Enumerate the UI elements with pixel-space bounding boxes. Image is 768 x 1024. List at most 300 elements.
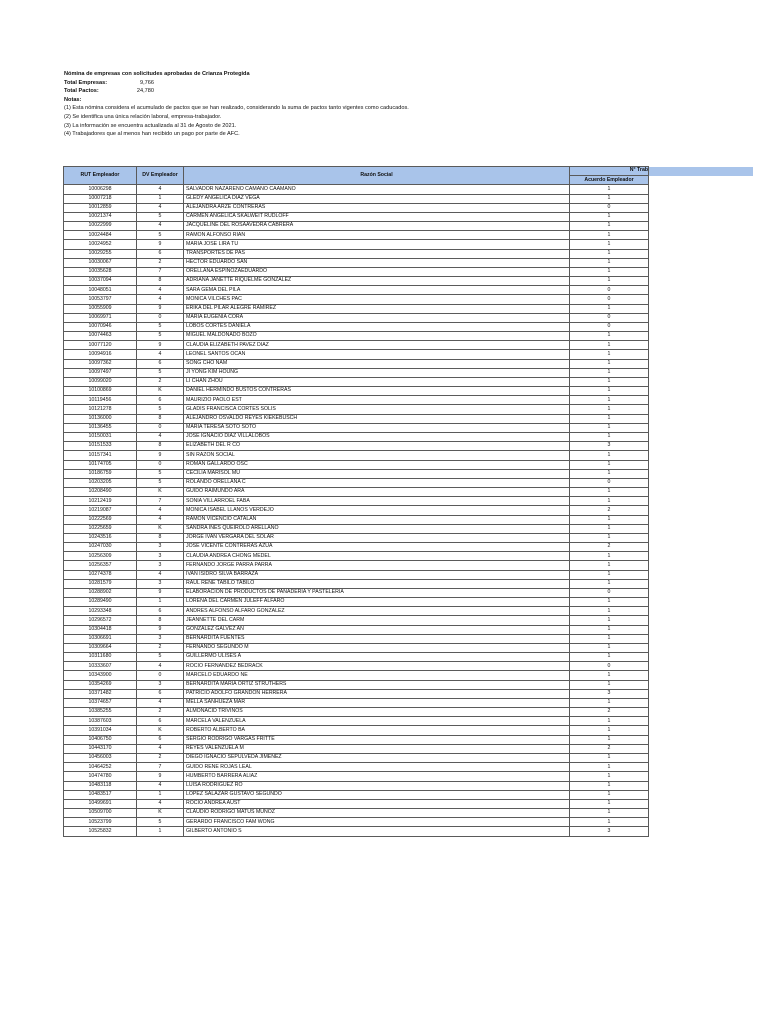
cell-razon-social: BERNARDITA FUENTES [184, 634, 570, 643]
cell-rut: 10523799 [64, 818, 137, 827]
cell-acuerdo: 1 [570, 772, 649, 781]
table-row [64, 515, 754, 524]
cell-rut: 10456003 [64, 754, 137, 763]
cell-dv: 5 [137, 653, 184, 662]
cell-acuerdo: 1 [570, 552, 649, 561]
cell-dv: 4 [137, 295, 184, 304]
table-row [64, 827, 754, 836]
cell-acuerdo: 1 [570, 267, 649, 276]
cell-razon-social: MAURIZIO PAOLO EST [184, 396, 570, 405]
cell-razon-social: GERARDO FRANCISCO FAM WONG [184, 818, 570, 827]
cell-acuerdo: 0 [570, 662, 649, 671]
table-row [64, 277, 754, 286]
total-empresas-row [64, 79, 409, 88]
cell-dv: 6 [137, 717, 184, 726]
cell-rut: 10012859 [64, 203, 137, 212]
cell-acuerdo: 1 [570, 616, 649, 625]
cell-acuerdo: 1 [570, 653, 649, 662]
cell-razon-social: CECILIA MARISOL MU [184, 469, 570, 478]
cell-razon-social: LUISA RODRIGUEZ RO [184, 781, 570, 790]
cell-dv: 5 [137, 212, 184, 221]
table-row [64, 533, 754, 542]
cell-razon-social: RAUL RENE TABILO TABILO [184, 579, 570, 588]
table-row [64, 744, 754, 753]
table-row [64, 607, 754, 616]
cell-dv: 3 [137, 552, 184, 561]
cell-razon-social: ELABORACION DE PRODUCTOS DE PANADERIA Y PASTELERIA [184, 588, 570, 597]
cell-acuerdo: 3 [570, 689, 649, 698]
cell-dv: 5 [137, 818, 184, 827]
cell-dv: 0 [137, 423, 184, 432]
cell-razon-social: RAMON ALFONSO RIAN [184, 231, 570, 240]
cell-dv: 3 [137, 543, 184, 552]
cell-acuerdo: 1 [570, 414, 649, 423]
cell-dv: 9 [137, 341, 184, 350]
table-row [64, 588, 754, 597]
cell-razon-social: GUIDO RENE ROJAS LEAL [184, 763, 570, 772]
table-row [64, 423, 754, 432]
cell-dv: 4 [137, 185, 184, 194]
table-row [64, 240, 754, 249]
table-row [64, 405, 754, 414]
cell-acuerdo: 1 [570, 790, 649, 799]
table-row [64, 717, 754, 726]
cell-razon-social: MELLA SANHUEZA MAR [184, 698, 570, 707]
cell-rut: 10136000 [64, 414, 137, 423]
table-row [64, 185, 754, 194]
cell-acuerdo: 1 [570, 488, 649, 497]
cell-razon-social: LEONEL SANTOS OCAN [184, 350, 570, 359]
cell-rut: 10296572 [64, 616, 137, 625]
cell-razon-social: SONG CHO NAM [184, 359, 570, 368]
cell-acuerdo: 1 [570, 222, 649, 231]
cell-acuerdo: 1 [570, 515, 649, 524]
table-row [64, 653, 754, 662]
cell-dv: 4 [137, 203, 184, 212]
cell-rut: 10174705 [64, 460, 137, 469]
cell-rut: 10309664 [64, 643, 137, 652]
cell-razon-social: MONICA VILCHES PAC [184, 295, 570, 304]
cell-acuerdo: 1 [570, 258, 649, 267]
cell-dv: 4 [137, 698, 184, 707]
cell-rut: 10097497 [64, 368, 137, 377]
total-empresas-label: Total Empresas: [64, 79, 108, 86]
cell-razon-social: ANDRES ALFONSO ALFARO GONZALEZ [184, 607, 570, 616]
cell-razon-social: PATRICIO ADOLFO GRANDON HERRERA [184, 689, 570, 698]
cell-razon-social: JI YONG KIM HOUNG [184, 368, 570, 377]
table-row [64, 332, 754, 341]
cell-rut: 10203205 [64, 478, 137, 487]
cell-acuerdo: 3 [570, 827, 649, 836]
cell-razon-social: ROCIO FERNANDEZ BEDRACK [184, 662, 570, 671]
cell-rut: 10208490 [64, 488, 137, 497]
cell-rut: 10053797 [64, 295, 137, 304]
table-row [64, 799, 754, 808]
cell-rut: 10474780 [64, 772, 137, 781]
cell-rut: 10281579 [64, 579, 137, 588]
cell-razon-social: CLAUDIO RODRIGO MATUS MUNOZ [184, 809, 570, 818]
table-row [64, 616, 754, 625]
cell-rut: 10035628 [64, 267, 137, 276]
cell-rut: 10119456 [64, 396, 137, 405]
table-row [64, 396, 754, 405]
table-row [64, 469, 754, 478]
cell-dv: 5 [137, 478, 184, 487]
cell-rut: 10483517 [64, 790, 137, 799]
cell-razon-social: MARIA JOSE LIRA TU [184, 240, 570, 249]
table-row [64, 460, 754, 469]
total-pactos-label: Total Pactos: [64, 88, 99, 95]
table-row [64, 726, 754, 735]
cell-rut: 10499691 [64, 799, 137, 808]
table-row [64, 763, 754, 772]
table-row [64, 689, 754, 698]
cell-acuerdo: 1 [570, 533, 649, 542]
cell-acuerdo: 1 [570, 240, 649, 249]
table-row [64, 662, 754, 671]
cell-razon-social: ORELLANA ESPINOZAEDUARDO [184, 267, 570, 276]
cell-rut: 10157341 [64, 451, 137, 460]
cell-acuerdo: 1 [570, 763, 649, 772]
cell-acuerdo: 0 [570, 478, 649, 487]
cell-acuerdo: 1 [570, 451, 649, 460]
cell-rut: 10212419 [64, 497, 137, 506]
document-title: Nómina de empresas con solicitudes aprobadas de Crianza Protegida [64, 71, 250, 77]
cell-rut: 10069971 [64, 313, 137, 322]
cell-acuerdo: 1 [570, 277, 649, 286]
cell-dv: 5 [137, 368, 184, 377]
cell-acuerdo: 0 [570, 588, 649, 597]
table-row [64, 203, 754, 212]
cell-acuerdo: 1 [570, 359, 649, 368]
cell-rut: 10094916 [64, 350, 137, 359]
cell-rut: 10007218 [64, 194, 137, 203]
cell-razon-social: GUIDO RAIMUNDO ARA [184, 488, 570, 497]
cell-razon-social: SALVADOR NAZARENO CAMANO CAAMANO [184, 185, 570, 194]
cell-dv: K [137, 488, 184, 497]
cell-razon-social: MARCELO EDUARDO NE [184, 671, 570, 680]
cell-razon-social: IVAN ISIDRO SILVA BARRAZA [184, 570, 570, 579]
cell-acuerdo: 2 [570, 543, 649, 552]
cell-rut: 10022999 [64, 222, 137, 231]
cell-acuerdo: 1 [570, 231, 649, 240]
table-row [64, 497, 754, 506]
table-row [64, 451, 754, 460]
cell-dv: 4 [137, 744, 184, 753]
cell-dv: 0 [137, 313, 184, 322]
cell-dv: 2 [137, 377, 184, 386]
cell-dv: 6 [137, 689, 184, 698]
cell-razon-social: MONICA ISABEL LLANOS VERDEJO [184, 506, 570, 515]
cell-dv: 5 [137, 469, 184, 478]
note-2: (2) Se identifica una única relación laboral, empresa-trabajador. [64, 113, 222, 120]
cell-rut: 10391034 [64, 726, 137, 735]
cell-razon-social: ERIKA DEL PILAR ALEGRE RAMIREZ [184, 304, 570, 313]
cell-dv: 4 [137, 799, 184, 808]
cell-razon-social: LI CHAN ZHOU [184, 377, 570, 386]
cell-acuerdo: 1 [570, 735, 649, 744]
table-row [64, 304, 754, 313]
cell-razon-social: LOBOS CORTES DANIELA [184, 322, 570, 331]
table-row [64, 350, 754, 359]
table-row [64, 387, 754, 396]
cell-rut: 10289490 [64, 598, 137, 607]
note-1: (1) Esta nómina considera el acumulado de pactos que se han realizado, considerando la suma de pactos tanto vigentes como caducados. [64, 105, 409, 112]
cell-razon-social: JACQUELINE DEL ROSAAVEDRA CABRERA [184, 222, 570, 231]
cell-dv: 5 [137, 405, 184, 414]
cell-acuerdo: 1 [570, 405, 649, 414]
header-rut: RUT Empleador [64, 167, 137, 185]
cell-rut: 10055909 [64, 304, 137, 313]
cell-razon-social: ALEJANDRO OSVALDO REYES KIEKEBUSCH [184, 414, 570, 423]
table-row [64, 432, 754, 441]
table-row [64, 634, 754, 643]
cell-razon-social: JORGE IVAN VERGARA DEL SOLAR [184, 533, 570, 542]
cell-razon-social: TRANSPORTES DE PAS [184, 249, 570, 258]
cell-rut: 10371482 [64, 689, 137, 698]
cell-acuerdo: 0 [570, 313, 649, 322]
document-header [64, 70, 409, 139]
cell-acuerdo: 1 [570, 561, 649, 570]
cell-razon-social: ROCIO ANDREA AUST [184, 799, 570, 808]
cell-dv: 3 [137, 579, 184, 588]
cell-dv: 8 [137, 414, 184, 423]
cell-acuerdo: 2 [570, 708, 649, 717]
cell-acuerdo: 1 [570, 423, 649, 432]
cell-rut: 10077120 [64, 341, 137, 350]
cell-razon-social: GILBERTO ANTONIO S [184, 827, 570, 836]
cell-rut: 10024952 [64, 240, 137, 249]
cell-dv: 2 [137, 754, 184, 763]
cell-rut: 10483118 [64, 781, 137, 790]
cell-rut: 10256309 [64, 552, 137, 561]
cell-dv: 3 [137, 680, 184, 689]
cell-acuerdo: 1 [570, 643, 649, 652]
table-row [64, 359, 754, 368]
cell-acuerdo: 0 [570, 286, 649, 295]
cell-razon-social: DIEGO IGNACIO SEPULVEDA JIMENEZ [184, 754, 570, 763]
employer-table-container [63, 166, 768, 837]
table-row [64, 442, 754, 451]
cell-rut: 10121278 [64, 405, 137, 414]
table-row [64, 194, 754, 203]
cell-rut: 10256357 [64, 561, 137, 570]
cell-dv: K [137, 387, 184, 396]
cell-dv: 7 [137, 267, 184, 276]
table-row [64, 377, 754, 386]
cell-dv: K [137, 809, 184, 818]
cell-dv: 4 [137, 432, 184, 441]
cell-rut: 10097362 [64, 359, 137, 368]
cell-rut: 10464252 [64, 763, 137, 772]
cell-razon-social: GLADIS FRANCISCA CORTES SOLIS [184, 405, 570, 414]
cell-razon-social: ROBERTO ALBERTO BA [184, 726, 570, 735]
table-row [64, 506, 754, 515]
table-row [64, 561, 754, 570]
cell-dv: 5 [137, 332, 184, 341]
total-pactos-row [64, 87, 409, 96]
cell-dv: 2 [137, 258, 184, 267]
table-body [64, 185, 754, 836]
cell-dv: 8 [137, 277, 184, 286]
cell-dv: 4 [137, 570, 184, 579]
note-3: (3) La información se encuentra actualizada al 31 de Agosto de 2021. [64, 122, 237, 129]
cell-acuerdo: 1 [570, 460, 649, 469]
cell-acuerdo: 1 [570, 607, 649, 616]
cell-acuerdo: 1 [570, 799, 649, 808]
table-row [64, 579, 754, 588]
cell-acuerdo: 2 [570, 506, 649, 515]
cell-acuerdo: 1 [570, 368, 649, 377]
cell-razon-social: GLEDY ANGELICA DIAZ VEGA [184, 194, 570, 203]
cell-dv: 9 [137, 588, 184, 597]
cell-dv: 9 [137, 625, 184, 634]
header-n-trab: N° Trab [570, 167, 649, 176]
cell-acuerdo: 1 [570, 396, 649, 405]
cell-rut: 10150031 [64, 432, 137, 441]
cell-rut: 10525832 [64, 827, 137, 836]
cell-dv: 8 [137, 533, 184, 542]
cell-dv: 6 [137, 607, 184, 616]
cell-razon-social: CARMEN ANGELICA SKALWEIT RUDLOFF [184, 212, 570, 221]
table-row [64, 598, 754, 607]
cell-razon-social: GUILLERMO ULISES A [184, 653, 570, 662]
cell-rut: 10385255 [64, 708, 137, 717]
table-row [64, 552, 754, 561]
table-row [64, 341, 754, 350]
table-row [64, 368, 754, 377]
cell-rut: 10293348 [64, 607, 137, 616]
cell-dv: 9 [137, 772, 184, 781]
cell-dv: 1 [137, 827, 184, 836]
table-row [64, 754, 754, 763]
cell-dv: 8 [137, 616, 184, 625]
table-row [64, 258, 754, 267]
cell-dv: 9 [137, 304, 184, 313]
cell-razon-social: HECTOR EDUARDO SAN [184, 258, 570, 267]
cell-razon-social: LORENA DEL CARMEN JULEFF ALFARO [184, 598, 570, 607]
cell-razon-social: ADRIANA JANETTE RIQUELME GONZALEZ [184, 277, 570, 286]
cell-razon-social: SERGIO RODRIGO VARGAS FRITTE [184, 735, 570, 744]
cell-razon-social: BERNARDITA MARIA ORTIZ STRUTHERS [184, 680, 570, 689]
cell-rut: 10151533 [64, 442, 137, 451]
cell-acuerdo: 1 [570, 497, 649, 506]
table-row [64, 313, 754, 322]
cell-rut: 10274378 [64, 570, 137, 579]
cell-rut: 10030067 [64, 258, 137, 267]
cell-rut: 10509700 [64, 809, 137, 818]
cell-razon-social: ELIZABETH DEL R CO [184, 442, 570, 451]
cell-acuerdo: 1 [570, 781, 649, 790]
cell-dv: 8 [137, 442, 184, 451]
cell-dv: 4 [137, 350, 184, 359]
cell-acuerdo: 1 [570, 625, 649, 634]
cell-razon-social: SARA GEMA DEL PILA [184, 286, 570, 295]
table-row [64, 212, 754, 221]
total-empresas-value: 9,766 [140, 79, 154, 86]
cell-razon-social: ALEJANDRA ARZE CONTRERAS [184, 203, 570, 212]
cell-dv: 4 [137, 662, 184, 671]
table-row [64, 286, 754, 295]
cell-acuerdo: 0 [570, 322, 649, 331]
cell-razon-social: MARCELA VALENZUELA [184, 717, 570, 726]
cell-dv: 7 [137, 763, 184, 772]
cell-acuerdo: 0 [570, 203, 649, 212]
cell-razon-social: SANDRA INES QUEIROLO ARELLANO [184, 524, 570, 533]
cell-rut: 10186759 [64, 469, 137, 478]
cell-acuerdo: 1 [570, 249, 649, 258]
cell-rut: 10387603 [64, 717, 137, 726]
notas-label: Notas: [64, 96, 82, 103]
cell-dv: 3 [137, 634, 184, 643]
cell-razon-social: MARIA EUGENIA CORA [184, 313, 570, 322]
cell-razon-social: HUMBERTO BARRERA ALIAZ [184, 772, 570, 781]
cell-rut: 10024484 [64, 231, 137, 240]
table-row [64, 570, 754, 579]
table-row [64, 543, 754, 552]
cell-acuerdo: 1 [570, 671, 649, 680]
cell-acuerdo: 1 [570, 185, 649, 194]
cell-acuerdo: 1 [570, 579, 649, 588]
cell-razon-social: GONZALEZ GALVEZ AN [184, 625, 570, 634]
cell-rut: 10029255 [64, 249, 137, 258]
cell-dv: 5 [137, 231, 184, 240]
cell-razon-social: JOSE VICENTE CONTRERAS AZUA [184, 543, 570, 552]
cell-acuerdo: 1 [570, 377, 649, 386]
cell-rut: 10247030 [64, 543, 137, 552]
cell-acuerdo: 1 [570, 754, 649, 763]
cell-razon-social: FERNANDO JORGE PARRA PARRA [184, 561, 570, 570]
table-row [64, 680, 754, 689]
cell-rut: 10311680 [64, 653, 137, 662]
cell-acuerdo: 1 [570, 524, 649, 533]
cell-dv: 1 [137, 194, 184, 203]
cell-acuerdo: 1 [570, 818, 649, 827]
table-row [64, 414, 754, 423]
cell-acuerdo: 3 [570, 442, 649, 451]
cell-razon-social: FERNANDO SEGUNDO M [184, 643, 570, 652]
table-row [64, 231, 754, 240]
header-extra-fill [649, 167, 754, 176]
table-row [64, 708, 754, 717]
cell-acuerdo: 1 [570, 387, 649, 396]
table-row [64, 698, 754, 707]
cell-dv: 7 [137, 497, 184, 506]
cell-acuerdo: 1 [570, 634, 649, 643]
header-acuerdo-empleador: Acuerdo Empleador [570, 176, 649, 185]
cell-acuerdo: 1 [570, 341, 649, 350]
cell-dv: K [137, 726, 184, 735]
table-row [64, 781, 754, 790]
cell-rut: 10374657 [64, 698, 137, 707]
cell-acuerdo: 1 [570, 717, 649, 726]
cell-acuerdo: 1 [570, 726, 649, 735]
cell-acuerdo: 1 [570, 680, 649, 689]
table-row [64, 478, 754, 487]
header-dv: DV Empleador [137, 167, 184, 185]
cell-acuerdo: 0 [570, 295, 649, 304]
table-row [64, 790, 754, 799]
cell-razon-social: DANIEL HERMINDO BUSTOS CONTRERAS [184, 387, 570, 396]
cell-dv: 2 [137, 643, 184, 652]
cell-acuerdo: 1 [570, 350, 649, 359]
cell-rut: 10219087 [64, 506, 137, 515]
cell-dv: 2 [137, 708, 184, 717]
cell-dv: 1 [137, 598, 184, 607]
cell-rut: 10306691 [64, 634, 137, 643]
cell-dv: 4 [137, 515, 184, 524]
cell-dv: 9 [137, 240, 184, 249]
